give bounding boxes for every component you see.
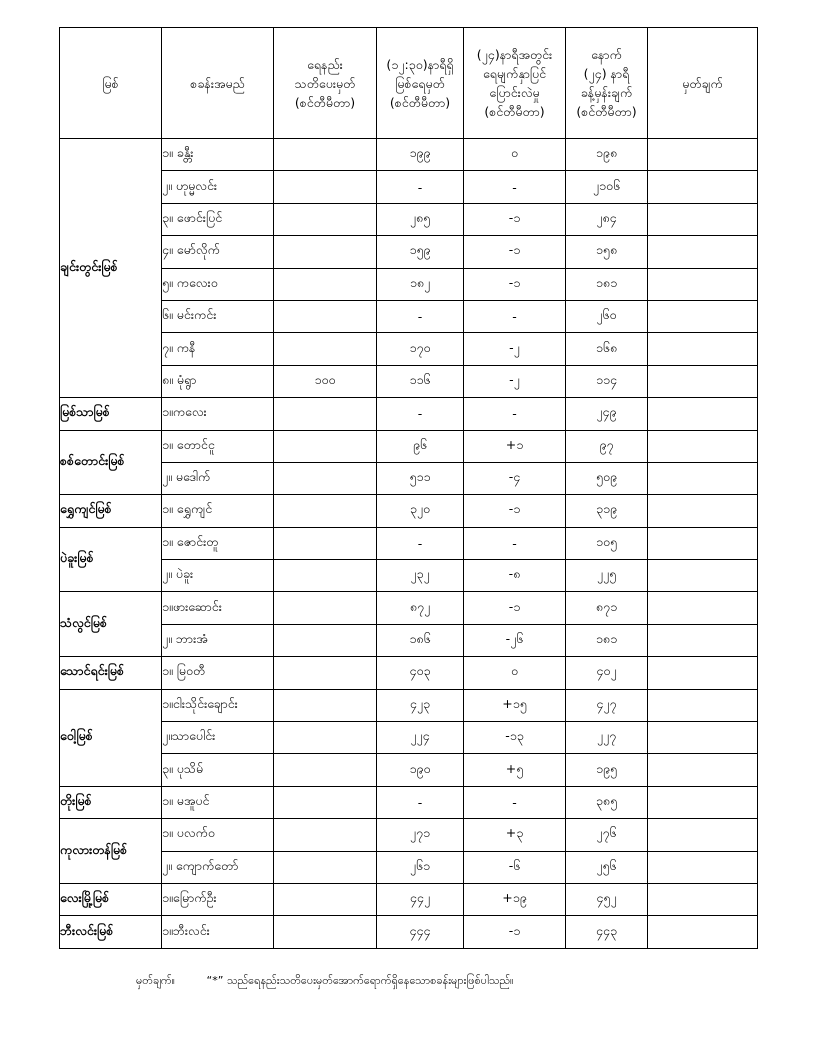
forecast-cell: ၂၈၄ xyxy=(566,203,648,235)
river-level-table xyxy=(59,27,758,949)
current-level-cell: ၈၇၂ xyxy=(377,592,464,624)
change-cell: +၃ xyxy=(464,819,566,851)
alert-level-cell xyxy=(274,851,377,883)
table-row xyxy=(60,819,758,851)
station-name: ၅။ ကလေးဝ xyxy=(162,268,274,300)
river-name: လေးမြို့မြစ် xyxy=(60,883,162,915)
change-cell: -၁ xyxy=(464,268,566,300)
forecast-cell: ၅၀၉ xyxy=(566,462,648,494)
remark-cell xyxy=(648,527,758,559)
alert-level-cell xyxy=(274,236,377,268)
station-name: ၁။ မြဝတီ xyxy=(162,657,274,689)
change-cell: -၂၆ xyxy=(464,624,566,656)
alert-level-cell xyxy=(274,139,377,171)
forecast-cell: ၁၈၁ xyxy=(566,268,648,300)
remark-cell xyxy=(648,365,758,397)
current-level-cell: ၁၉၉ xyxy=(377,139,464,171)
change-cell: +၅ xyxy=(464,754,566,786)
header-remark: မှတ်ချက် xyxy=(648,28,758,139)
river-name: ရွှေကျင်မြစ် xyxy=(60,495,162,527)
remark-cell xyxy=(648,398,758,430)
forecast-cell: ၂၂၇ xyxy=(566,722,648,754)
change-cell: -၁ xyxy=(464,203,566,235)
header-alert-level: ရေနည်း သတိပေးမှတ် (စင်တီမီတာ) xyxy=(274,28,377,139)
current-level-cell: ၂၃၂ xyxy=(377,560,464,592)
river-name: စစ်တောင်းမြစ် xyxy=(60,430,162,495)
table-row xyxy=(60,592,758,624)
table-row xyxy=(60,916,758,948)
remark-cell xyxy=(648,560,758,592)
table-row xyxy=(60,722,758,754)
table-row xyxy=(60,268,758,300)
remark-cell xyxy=(648,203,758,235)
station-name: ၃။ ဖောင်းပြင် xyxy=(162,203,274,235)
station-name: ၁။ဖားဆောင်း xyxy=(162,592,274,624)
remark-cell xyxy=(648,657,758,689)
station-name: ၁။ကလေး xyxy=(162,398,274,430)
current-level-cell: ၂၆၁ xyxy=(377,851,464,883)
river-name: ချင်းတွင်းမြစ် xyxy=(60,139,162,398)
alert-level-cell xyxy=(274,495,377,527)
table-row xyxy=(60,430,758,462)
alert-level-cell xyxy=(274,171,377,203)
change-cell: -၆ xyxy=(464,851,566,883)
header-current-level: (၁၂:၃၀)နာရီရှိ မြစ်ရေမှတ် (စင်တီမီတာ) xyxy=(377,28,464,139)
remark-cell xyxy=(648,462,758,494)
station-name: ၁။မြောက်ဦး xyxy=(162,883,274,915)
current-level-cell: ၅၁၁ xyxy=(377,462,464,494)
current-level-cell: - xyxy=(377,171,464,203)
station-name: ၂။ ဘားအံ xyxy=(162,624,274,656)
table-row xyxy=(60,462,758,494)
remark-cell xyxy=(648,689,758,721)
current-level-cell: - xyxy=(377,398,464,430)
station-name: ၂။ ကျောက်တော် xyxy=(162,851,274,883)
table-row xyxy=(60,365,758,397)
table-row xyxy=(60,560,758,592)
table-row xyxy=(60,495,758,527)
forecast-cell: ၄၂၇ xyxy=(566,689,648,721)
forecast-cell: ၁၉၈ xyxy=(566,139,648,171)
station-name: ၁။ ပလက်ဝ xyxy=(162,819,274,851)
header-row xyxy=(60,28,758,139)
forecast-cell: ၂၁၀၆ xyxy=(566,171,648,203)
table-row xyxy=(60,851,758,883)
current-level-cell: ၄၄၂ xyxy=(377,883,464,915)
forecast-cell: ၄၅၂ xyxy=(566,883,648,915)
change-cell: -၂ xyxy=(464,333,566,365)
alert-level-cell xyxy=(274,722,377,754)
current-level-cell: ၄၂၃ xyxy=(377,689,464,721)
forecast-cell: ၁၈၁ xyxy=(566,624,648,656)
current-level-cell: - xyxy=(377,786,464,818)
alert-level-cell xyxy=(274,624,377,656)
station-name: ၁။ ခန္တီး xyxy=(162,139,274,171)
remark-cell xyxy=(648,236,758,268)
remark-cell xyxy=(648,495,758,527)
forecast-cell: ၂၂၅ xyxy=(566,560,648,592)
remark-cell xyxy=(648,592,758,624)
alert-level-cell xyxy=(274,819,377,851)
station-name: ၁။ မအူပင် xyxy=(162,786,274,818)
forecast-cell: ၂၆၀ xyxy=(566,300,648,332)
forecast-cell: ၁၅၈ xyxy=(566,236,648,268)
forecast-cell: ၄၀၂ xyxy=(566,657,648,689)
alert-level-cell xyxy=(274,754,377,786)
current-level-cell: ၁၅၉ xyxy=(377,236,464,268)
current-level-cell: ၂၇၁ xyxy=(377,819,464,851)
river-name: ဝေါ့မြစ် xyxy=(60,689,162,786)
header-forecast: နောက် (၂၄) နာရီ ခန့်မှန်းချက် (စင်တီမီတာ) xyxy=(566,28,648,139)
remark-cell xyxy=(648,300,758,332)
alert-level-cell xyxy=(274,398,377,430)
river-name: ပဲခူးမြစ် xyxy=(60,527,162,592)
alert-level-cell xyxy=(274,916,377,948)
table-row xyxy=(60,236,758,268)
footnote-label: မှတ်ချက်။ xyxy=(136,974,176,987)
current-level-cell: ၂၈၅ xyxy=(377,203,464,235)
table-row xyxy=(60,139,758,171)
table-body xyxy=(60,139,758,949)
change-cell: -၁ xyxy=(464,916,566,948)
change-cell: - xyxy=(464,527,566,559)
alert-level-cell xyxy=(274,430,377,462)
station-name: ၁။ငါးသိုင်းချောင်း xyxy=(162,689,274,721)
change-cell: - xyxy=(464,300,566,332)
station-name: ၂။ ဟုမ္မလင်း xyxy=(162,171,274,203)
remark-cell xyxy=(648,819,758,851)
table-row xyxy=(60,689,758,721)
forecast-cell: ၁၉၅ xyxy=(566,754,648,786)
alert-level-cell xyxy=(274,657,377,689)
change-cell: -၂ xyxy=(464,365,566,397)
current-level-cell: ၂၂၄ xyxy=(377,722,464,754)
remark-cell xyxy=(648,851,758,883)
station-name: ၄။ မော်လိုက် xyxy=(162,236,274,268)
alert-level-cell xyxy=(274,462,377,494)
alert-level-cell xyxy=(274,333,377,365)
remark-cell xyxy=(648,916,758,948)
alert-level-cell xyxy=(274,300,377,332)
remark-cell xyxy=(648,139,758,171)
forecast-cell: ၃၁၉ xyxy=(566,495,648,527)
station-name: ၁။ ရွှေကျင် xyxy=(162,495,274,527)
remark-cell xyxy=(648,171,758,203)
change-cell: -၁ xyxy=(464,236,566,268)
station-name: ၁။ဘီးလင်း xyxy=(162,916,274,948)
river-name: သံလွင်မြစ် xyxy=(60,592,162,657)
table-row xyxy=(60,398,758,430)
table-row xyxy=(60,786,758,818)
forecast-cell: ၁၆၈ xyxy=(566,333,648,365)
footnote xyxy=(136,974,513,990)
station-name: ၂။ မဒေါက် xyxy=(162,462,274,494)
alert-level-cell xyxy=(274,592,377,624)
river-name: ကုလားတန်မြစ် xyxy=(60,819,162,884)
alert-level-cell xyxy=(274,203,377,235)
change-cell: +၁၅ xyxy=(464,689,566,721)
change-cell: - xyxy=(464,398,566,430)
current-level-cell: ၁၇၀ xyxy=(377,333,464,365)
station-name: ၁။ ဇောင်းတူ xyxy=(162,527,274,559)
header-station: စခန်းအမည် xyxy=(162,28,274,139)
remark-cell xyxy=(648,883,758,915)
current-level-cell: ၁၈၆ xyxy=(377,624,464,656)
table-row xyxy=(60,754,758,786)
current-level-cell: ၁၁၆ xyxy=(377,365,464,397)
forecast-cell: ၉၇ xyxy=(566,430,648,462)
change-cell: - xyxy=(464,171,566,203)
station-name: ၃။ ပုသိမ် xyxy=(162,754,274,786)
change-cell: -၁ xyxy=(464,495,566,527)
alert-level-cell xyxy=(274,786,377,818)
alert-level-cell xyxy=(274,268,377,300)
station-name: ၁။ တောင်ငူ xyxy=(162,430,274,462)
station-name: ၈။ မုံရွာ xyxy=(162,365,274,397)
current-level-cell: ၄၄၄ xyxy=(377,916,464,948)
station-name: ၆။ မင်းကင်း xyxy=(162,300,274,332)
current-level-cell: - xyxy=(377,300,464,332)
table-row xyxy=(60,203,758,235)
change-cell: -၁ xyxy=(464,592,566,624)
table-row xyxy=(60,624,758,656)
forecast-cell: ၂၇၆ xyxy=(566,819,648,851)
table-row xyxy=(60,300,758,332)
forecast-cell: ၄၄၃ xyxy=(566,916,648,948)
forecast-cell: ၂၅၆ xyxy=(566,851,648,883)
current-level-cell: ၄၀၃ xyxy=(377,657,464,689)
header-24h-change: (၂၄)နာရီအတွင်း ရေမျက်နှာပြင် ပြောင်းလဲမှု (စင်တီမီတာ) xyxy=(464,28,566,139)
station-name: ၂။သာပေါင်း xyxy=(162,722,274,754)
current-level-cell: ၁၈၂ xyxy=(377,268,464,300)
river-name: သောင်ရင်းမြစ် xyxy=(60,657,162,689)
current-level-cell: ၉၆ xyxy=(377,430,464,462)
change-cell: +၁၉ xyxy=(464,883,566,915)
change-cell: ၀ xyxy=(464,139,566,171)
change-cell: -၈ xyxy=(464,560,566,592)
river-name: မြစ်သာမြစ် xyxy=(60,398,162,430)
change-cell: -၁၃ xyxy=(464,722,566,754)
station-name: ၂။ ပဲခူး xyxy=(162,560,274,592)
change-cell: - xyxy=(464,786,566,818)
table-row xyxy=(60,171,758,203)
remark-cell xyxy=(648,430,758,462)
change-cell: ၀ xyxy=(464,657,566,689)
forecast-cell: ၁၀၅ xyxy=(566,527,648,559)
change-cell: +၁ xyxy=(464,430,566,462)
table-row xyxy=(60,527,758,559)
table-row xyxy=(60,883,758,915)
river-name: တိုးမြစ် xyxy=(60,786,162,818)
remark-cell xyxy=(648,722,758,754)
remark-cell xyxy=(648,786,758,818)
river-name: ဘီးလင်းမြစ် xyxy=(60,916,162,948)
alert-level-cell: ၁၀၀ xyxy=(274,365,377,397)
alert-level-cell xyxy=(274,689,377,721)
table-row xyxy=(60,657,758,689)
forecast-cell: ၃၈၅ xyxy=(566,786,648,818)
station-name: ၇။ ကနီ xyxy=(162,333,274,365)
table-row xyxy=(60,333,758,365)
remark-cell xyxy=(648,333,758,365)
forecast-cell: ၈၇၁ xyxy=(566,592,648,624)
remark-cell xyxy=(648,268,758,300)
forecast-cell: ၁၁၄ xyxy=(566,365,648,397)
current-level-cell: ၃၂၀ xyxy=(377,495,464,527)
footnote-text: “*” သည်ရေနည်းသတိပေးမှတ်အောက်ရောက်ရှိနေသောစခန်းများဖြစ်ပါသည်။ xyxy=(206,974,514,987)
change-cell: -၄ xyxy=(464,462,566,494)
current-level-cell: ၁၉၀ xyxy=(377,754,464,786)
header-river: မြစ် xyxy=(60,28,162,139)
current-level-cell: - xyxy=(377,527,464,559)
alert-level-cell xyxy=(274,560,377,592)
alert-level-cell xyxy=(274,527,377,559)
forecast-cell: ၂၄၉ xyxy=(566,398,648,430)
alert-level-cell xyxy=(274,883,377,915)
remark-cell xyxy=(648,754,758,786)
remark-cell xyxy=(648,624,758,656)
